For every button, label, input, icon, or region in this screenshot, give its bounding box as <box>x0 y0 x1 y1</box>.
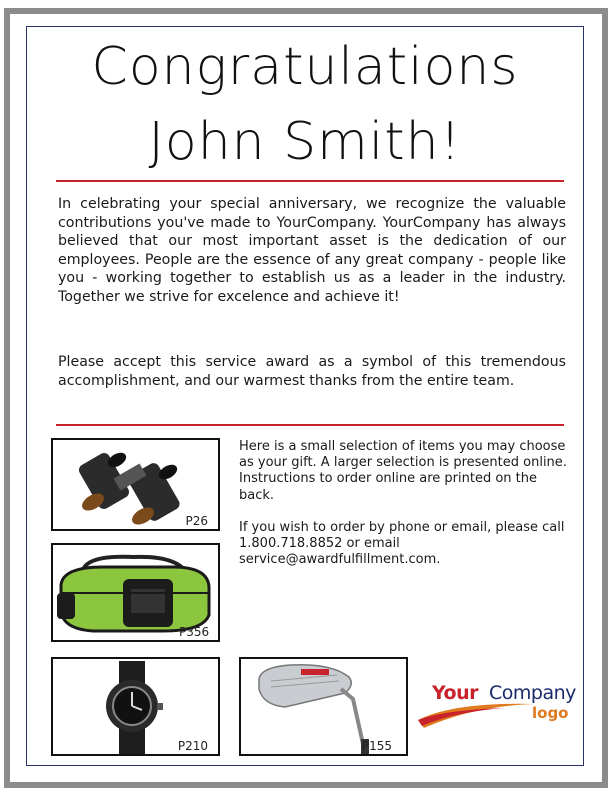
product-code: P155 <box>361 739 392 753</box>
product-code: P210 <box>177 739 208 753</box>
company-logo <box>414 680 584 740</box>
product-card-watch <box>51 657 220 756</box>
product-card-duffel-bag <box>51 543 220 642</box>
bottom-divider <box>56 424 564 426</box>
top-divider <box>56 180 564 182</box>
body-paragraph-award: Please accept this service award as a symbol of this tremendous accomplishment, and our warmest thanks from the entire team. <box>58 354 566 389</box>
product-card-binoculars <box>51 438 220 531</box>
gift-selection-text: Here is a small selection of items you may choose as your gift. A larger selection is presented online. Instructions to order online are printed on the back. <box>239 439 567 503</box>
body-paragraph-recognition: In celebrating your special anniversary, we recognize the valuable contributions you've made to YourCompany. YourCompany has always believed that our most important asset is the dedication of our employees. People are the essence of any great company - people like you - working together to establish us as a leader in the industry. Together we strive for excelence and achieve it! <box>58 196 566 305</box>
product-code: P26 <box>185 514 208 528</box>
product-code: P356 <box>179 625 210 639</box>
logo-word-logo: logo <box>532 704 569 722</box>
logo-word-your: Your <box>432 682 478 704</box>
title-congratulations: Congratulations <box>91 37 519 97</box>
title-recipient-name: John Smith! <box>148 112 462 172</box>
logo-word-company: Company <box>489 682 576 704</box>
order-contact-text: If you wish to order by phone or email, please call 1.800.718.8852 or email service@awardfulfillment.com. <box>239 520 565 568</box>
product-card-golf-wedge <box>239 657 408 756</box>
